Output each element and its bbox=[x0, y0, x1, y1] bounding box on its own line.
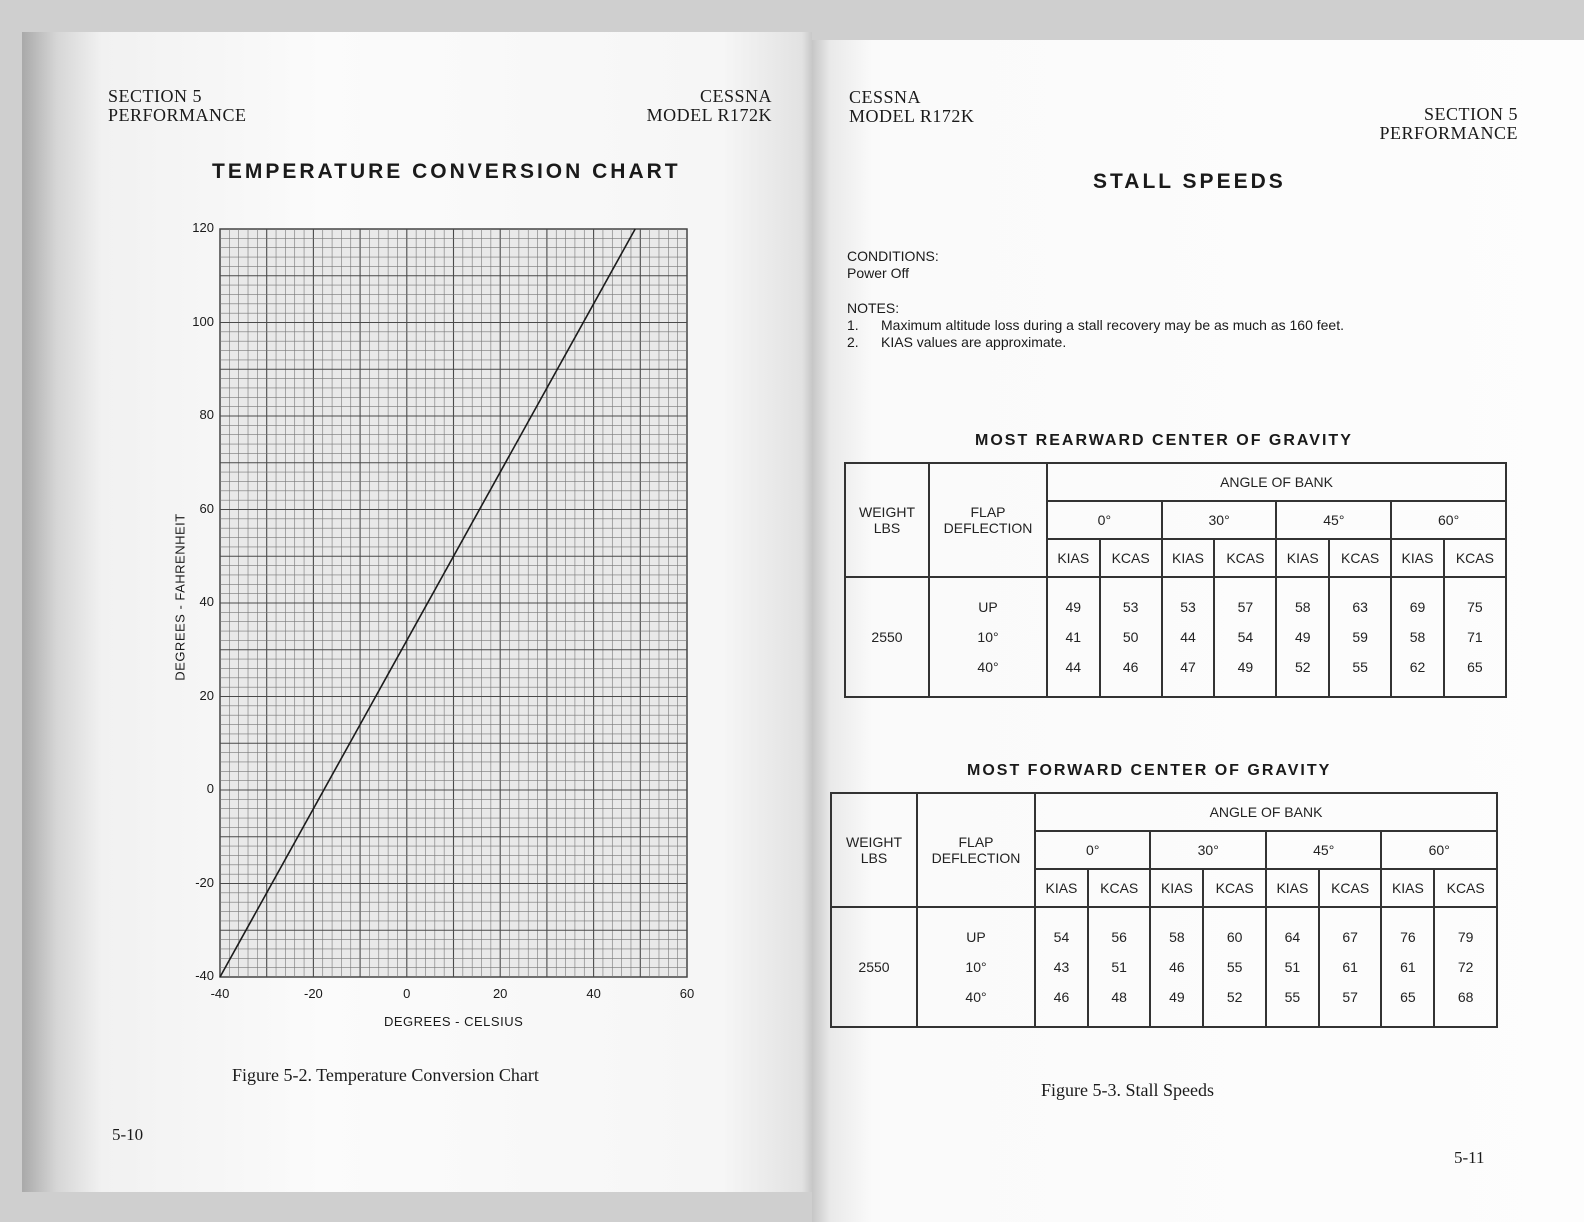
speed-value: 68 bbox=[1457, 989, 1474, 1005]
speed-value: 69 bbox=[1409, 599, 1426, 615]
angle-header: 45° bbox=[1276, 501, 1391, 539]
page-number: 5-11 bbox=[1454, 1148, 1485, 1167]
speed-value: 61 bbox=[1400, 959, 1416, 975]
speed-column bbox=[1035, 907, 1088, 1027]
speed-type-header: KIAS bbox=[1266, 869, 1319, 907]
chart-page-title: TEMPERATURE CONVERSION CHART bbox=[212, 160, 681, 183]
y-axis-title: DEGREES - FAHRENHEIT bbox=[172, 513, 188, 681]
speed-type-header: KCAS bbox=[1203, 869, 1266, 907]
speed-column bbox=[1214, 577, 1276, 697]
stall-page-title: STALL SPEEDS bbox=[1093, 170, 1286, 193]
speed-type-header: KCAS bbox=[1088, 869, 1151, 907]
speed-value: 65 bbox=[1400, 989, 1416, 1005]
speed-column bbox=[1381, 907, 1434, 1027]
forward-cg-table bbox=[830, 792, 1498, 1028]
y-tick-label: 100 bbox=[192, 313, 214, 329]
speed-type-header: KIAS bbox=[1035, 869, 1088, 907]
header-model-label: MODEL R172K bbox=[849, 106, 975, 126]
speed-value: 52 bbox=[1294, 659, 1311, 675]
speed-column bbox=[1162, 577, 1215, 697]
x-tick-label: -20 bbox=[303, 986, 323, 1001]
y-tick-label: -40 bbox=[195, 968, 214, 983]
speed-type-header: KIAS bbox=[1391, 539, 1444, 577]
rearward-cg-title: MOST REARWARD CENTER OF GRAVITY bbox=[975, 432, 1353, 449]
speed-value: 54 bbox=[1053, 929, 1070, 945]
speed-value: 57 bbox=[1237, 599, 1254, 615]
speed-type-header: KIAS bbox=[1150, 869, 1203, 907]
speed-value: 64 bbox=[1284, 929, 1301, 945]
speed-type-header: KCAS bbox=[1214, 539, 1276, 577]
speed-value: 71 bbox=[1467, 629, 1483, 645]
flap-cell bbox=[929, 577, 1047, 697]
speed-value: 58 bbox=[1169, 929, 1185, 945]
header-model-label: MODEL R172K bbox=[646, 105, 772, 125]
note-text: KIAS values are approximate. bbox=[881, 334, 1067, 350]
speed-column bbox=[1434, 907, 1497, 1027]
speed-type-header: KCAS bbox=[1434, 869, 1497, 907]
flap-header-line: DEFLECTION bbox=[943, 520, 1033, 536]
speed-value: 44 bbox=[1065, 659, 1082, 675]
speed-value: 55 bbox=[1226, 959, 1243, 975]
speed-type-header: KIAS bbox=[1047, 539, 1100, 577]
speed-value: 46 bbox=[1122, 659, 1139, 675]
speed-column bbox=[1100, 577, 1162, 697]
weight-header-line: WEIGHT bbox=[846, 834, 902, 850]
figure-caption: Figure 5-2. Temperature Conversion Chart bbox=[232, 1065, 539, 1085]
speed-value: 44 bbox=[1180, 629, 1196, 645]
speed-value: 59 bbox=[1352, 629, 1368, 645]
y-tick-label: -20 bbox=[195, 874, 214, 890]
notes-label: NOTES: bbox=[847, 300, 900, 316]
speed-value: 51 bbox=[1284, 959, 1301, 975]
header-performance-label: PERFORMANCE bbox=[1379, 123, 1518, 143]
speed-value: 61 bbox=[1342, 959, 1358, 975]
weight-header-line: LBS bbox=[860, 850, 888, 866]
speed-value: 72 bbox=[1457, 959, 1474, 975]
chart-grid bbox=[220, 229, 687, 977]
y-tick-label: 0 bbox=[206, 781, 214, 796]
speed-value: 46 bbox=[1169, 959, 1185, 975]
speed-value: 49 bbox=[1065, 599, 1082, 615]
header-section-label: SECTION 5 bbox=[108, 86, 202, 106]
x-tick-label: 0 bbox=[403, 986, 411, 1001]
speed-column bbox=[1319, 907, 1382, 1027]
speed-value: 43 bbox=[1053, 959, 1070, 975]
right-header-section bbox=[1379, 105, 1518, 143]
notes-block bbox=[847, 300, 1344, 351]
angle-header: 0° bbox=[1035, 831, 1150, 869]
speed-type-header: KIAS bbox=[1381, 869, 1434, 907]
bank-header: ANGLE OF BANK bbox=[1035, 793, 1497, 831]
angle-header: 0° bbox=[1047, 501, 1162, 539]
y-tick-label: 80 bbox=[199, 407, 214, 422]
speed-value: 46 bbox=[1053, 989, 1070, 1005]
flap-header-line: DEFLECTION bbox=[931, 850, 1021, 866]
flap-value: 40° bbox=[965, 989, 987, 1005]
y-tick-label: 20 bbox=[199, 687, 214, 703]
speed-type-header: KIAS bbox=[1276, 539, 1329, 577]
speed-column bbox=[1329, 577, 1391, 697]
angle-header: 30° bbox=[1150, 831, 1265, 869]
conditions-label: CONDITIONS: bbox=[847, 248, 939, 264]
weight-cell: 2550 bbox=[831, 907, 917, 1027]
speed-value: 53 bbox=[1122, 599, 1139, 615]
flap-header-line: FLAP bbox=[958, 834, 994, 850]
speed-value: 49 bbox=[1169, 989, 1185, 1005]
speed-column bbox=[1047, 577, 1100, 697]
speed-value: 75 bbox=[1467, 599, 1483, 615]
speed-value: 63 bbox=[1352, 599, 1368, 615]
speed-value: 49 bbox=[1294, 629, 1311, 645]
speed-value: 65 bbox=[1467, 659, 1483, 675]
weight-header-line: WEIGHT bbox=[859, 504, 915, 520]
table-row bbox=[831, 907, 1497, 1027]
header-brand-label: CESSNA bbox=[849, 87, 922, 107]
header-section-label: SECTION 5 bbox=[1424, 104, 1518, 124]
right-page bbox=[812, 40, 1584, 1222]
flap-header-line: FLAP bbox=[970, 504, 1006, 520]
speed-column bbox=[1266, 907, 1319, 1027]
left-page bbox=[22, 32, 812, 1192]
speed-column bbox=[1391, 577, 1444, 697]
flap-header bbox=[917, 793, 1035, 907]
x-tick-label: -40 bbox=[210, 986, 230, 1001]
speed-value: 58 bbox=[1409, 629, 1426, 645]
speed-value: 60 bbox=[1226, 929, 1243, 945]
rearward-cg-table bbox=[844, 462, 1507, 698]
y-tick-label: 40 bbox=[199, 594, 214, 609]
bank-header: ANGLE OF BANK bbox=[1047, 463, 1506, 501]
flap-header bbox=[929, 463, 1047, 577]
speed-column bbox=[1203, 907, 1266, 1027]
x-tick-label: 20 bbox=[492, 986, 508, 1001]
note-number: 1. bbox=[847, 317, 859, 333]
speed-value: 55 bbox=[1284, 989, 1301, 1005]
note-item bbox=[847, 334, 1344, 351]
note-number: 2. bbox=[847, 334, 859, 350]
table-row bbox=[845, 577, 1506, 697]
speed-type-header: KIAS bbox=[1162, 539, 1215, 577]
note-text: Maximum altitude loss during a stall recovery may be as much as 160 feet. bbox=[881, 317, 1344, 333]
speed-value: 76 bbox=[1400, 929, 1416, 945]
figure-caption: Figure 5-3. Stall Speeds bbox=[1041, 1080, 1214, 1100]
speed-value: 50 bbox=[1122, 629, 1139, 645]
speed-value: 58 bbox=[1294, 599, 1311, 615]
conditions-block bbox=[847, 248, 939, 282]
speed-value: 54 bbox=[1237, 629, 1254, 645]
speed-value: 57 bbox=[1342, 989, 1358, 1005]
note-item bbox=[847, 317, 1344, 334]
weight-header bbox=[845, 463, 929, 577]
speed-value: 79 bbox=[1457, 929, 1474, 945]
angle-header: 60° bbox=[1381, 831, 1497, 869]
speed-column bbox=[1276, 577, 1329, 697]
speed-value: 41 bbox=[1065, 629, 1082, 645]
speed-value: 51 bbox=[1111, 959, 1127, 975]
x-tick-label: 40 bbox=[586, 986, 601, 1001]
speed-column bbox=[1444, 577, 1506, 697]
forward-cg-title: MOST FORWARD CENTER OF GRAVITY bbox=[967, 762, 1332, 779]
conditions-value: Power Off bbox=[847, 265, 909, 281]
x-axis-title: DEGREES - CELSIUS bbox=[384, 1014, 524, 1029]
flap-value: UP bbox=[966, 929, 986, 945]
speed-type-header: KCAS bbox=[1319, 869, 1382, 907]
y-tick-label: 120 bbox=[192, 220, 214, 235]
speed-value: 67 bbox=[1342, 929, 1358, 945]
y-tick-label: 60 bbox=[199, 500, 214, 516]
page-number: 5-10 bbox=[112, 1125, 144, 1144]
flap-value: 40° bbox=[977, 659, 999, 675]
flap-cell bbox=[917, 907, 1035, 1027]
speed-type-header: KCAS bbox=[1329, 539, 1391, 577]
speed-type-header: KCAS bbox=[1444, 539, 1506, 577]
angle-header: 30° bbox=[1162, 501, 1277, 539]
x-tick-label: 60 bbox=[679, 986, 695, 1001]
speed-type-header: KCAS bbox=[1100, 539, 1162, 577]
weight-header bbox=[831, 793, 917, 907]
flap-value: UP bbox=[978, 599, 998, 615]
speed-value: 52 bbox=[1226, 989, 1243, 1005]
speed-value: 55 bbox=[1352, 659, 1368, 675]
angle-header: 60° bbox=[1391, 501, 1506, 539]
speed-column bbox=[1150, 907, 1203, 1027]
weight-cell: 2550 bbox=[845, 577, 929, 697]
weight-header-line: LBS bbox=[873, 520, 901, 536]
speed-column bbox=[1088, 907, 1151, 1027]
header-performance-label: PERFORMANCE bbox=[108, 105, 247, 125]
speed-value: 62 bbox=[1409, 659, 1426, 675]
header-brand-label: CESSNA bbox=[699, 86, 772, 106]
speed-value: 49 bbox=[1237, 659, 1254, 675]
flap-value: 10° bbox=[965, 959, 987, 975]
angle-header: 45° bbox=[1266, 831, 1381, 869]
right-header-model bbox=[849, 88, 974, 126]
speed-value: 47 bbox=[1180, 659, 1196, 675]
speed-value: 56 bbox=[1111, 929, 1127, 945]
speed-value: 53 bbox=[1180, 599, 1196, 615]
flap-value: 10° bbox=[977, 629, 999, 645]
speed-value: 48 bbox=[1111, 989, 1127, 1005]
